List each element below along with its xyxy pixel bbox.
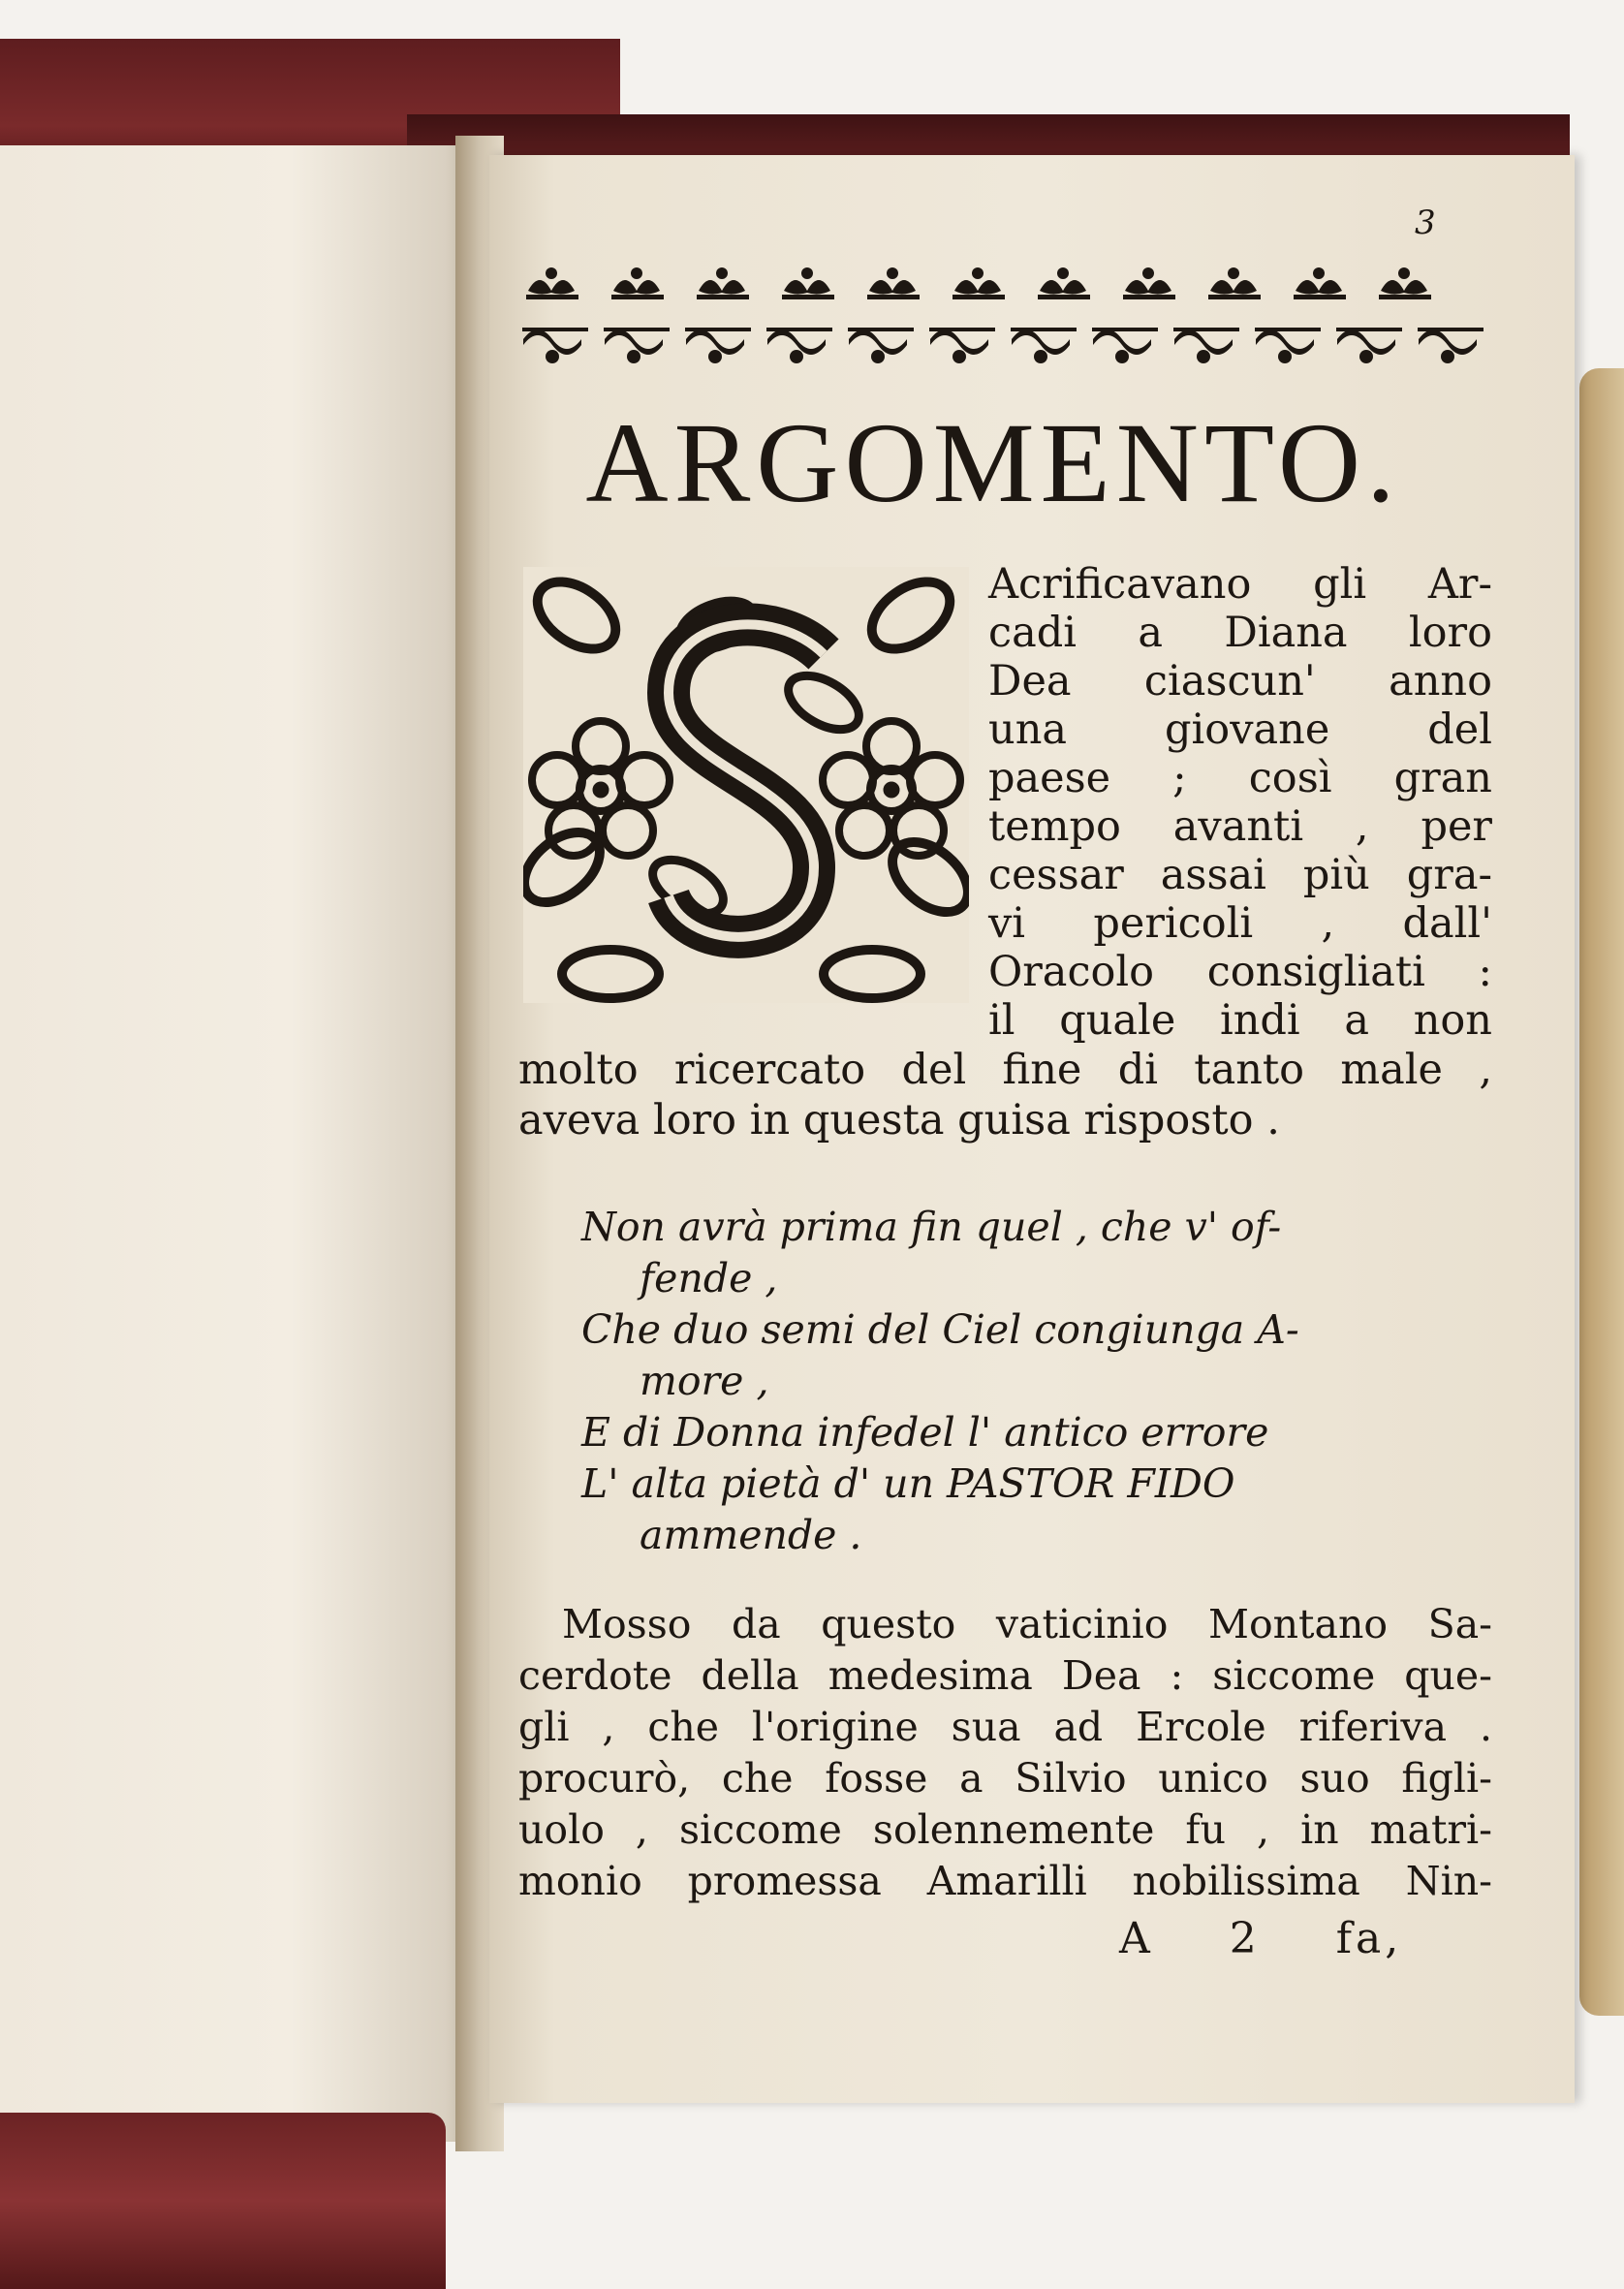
text-line: aveva loro in questa guisa risposto . — [518, 1096, 1280, 1144]
oracle-verse — [581, 1202, 1502, 1561]
verse-line: fende , — [640, 1255, 778, 1301]
text-line: cerdote della medesima Dea : siccome que- — [518, 1652, 1492, 1699]
opening-paragraph-continued — [518, 1045, 1492, 1145]
text-line: una giovane del — [988, 706, 1492, 754]
text-line: paese ; così gran — [988, 754, 1492, 802]
text-line: Oracolo consigliati : — [988, 948, 1492, 996]
text-line: Dea ciascun' anno — [988, 657, 1492, 706]
printed-page — [489, 155, 1575, 2103]
background-book — [1579, 368, 1624, 2016]
text-line: uolo , siccome solennemente fu , in matri- — [518, 1806, 1492, 1853]
fleuron-border-icon — [518, 252, 1487, 378]
text-line: tempo avanti , per — [988, 802, 1492, 851]
text-line: vi pericoli , dall' — [988, 899, 1492, 948]
binding-bottom — [0, 2113, 446, 2289]
text-line: Acrificavano gli Ar- — [988, 560, 1492, 609]
second-paragraph — [518, 1599, 1492, 1907]
decorated-initial-s-icon — [523, 567, 969, 1003]
text-line: Mosso da questo vaticinio Montano Sa- — [562, 1601, 1492, 1647]
verse-line: more , — [640, 1358, 769, 1404]
text-line: procurò, che fosse a Silvio unico suo figli- — [518, 1755, 1492, 1802]
verse-line: Non avrà prima fin quel , che v' of- — [581, 1204, 1282, 1250]
left-blank-page — [0, 145, 484, 2142]
opening-paragraph — [988, 560, 1492, 1045]
verse-line: Che duo semi del Ciel congiunga A- — [581, 1306, 1299, 1353]
verse-line: E di Donna infedel l' antico errore — [581, 1409, 1269, 1456]
text-line: molto ricercato del fine di tanto male , — [518, 1046, 1492, 1094]
verse-line: ammende . — [640, 1512, 862, 1558]
signature-mark: A 2 fa, — [1119, 1914, 1403, 1963]
page-number: 3 — [1415, 204, 1436, 242]
text-line: il quale indi a non — [988, 996, 1492, 1045]
page-title: ARGOMENTO. — [585, 399, 1401, 526]
text-line: cadi a Diana loro — [988, 609, 1492, 657]
text-line: cessar assai più gra- — [988, 851, 1492, 899]
verse-line: L' alta pietà d' un PASTOR FIDO — [581, 1460, 1235, 1507]
text-line: gli , che l'origine sua ad Ercole riferiva . — [518, 1704, 1492, 1750]
text-line: monio promessa Amarilli nobilissima Nin- — [518, 1858, 1492, 1904]
